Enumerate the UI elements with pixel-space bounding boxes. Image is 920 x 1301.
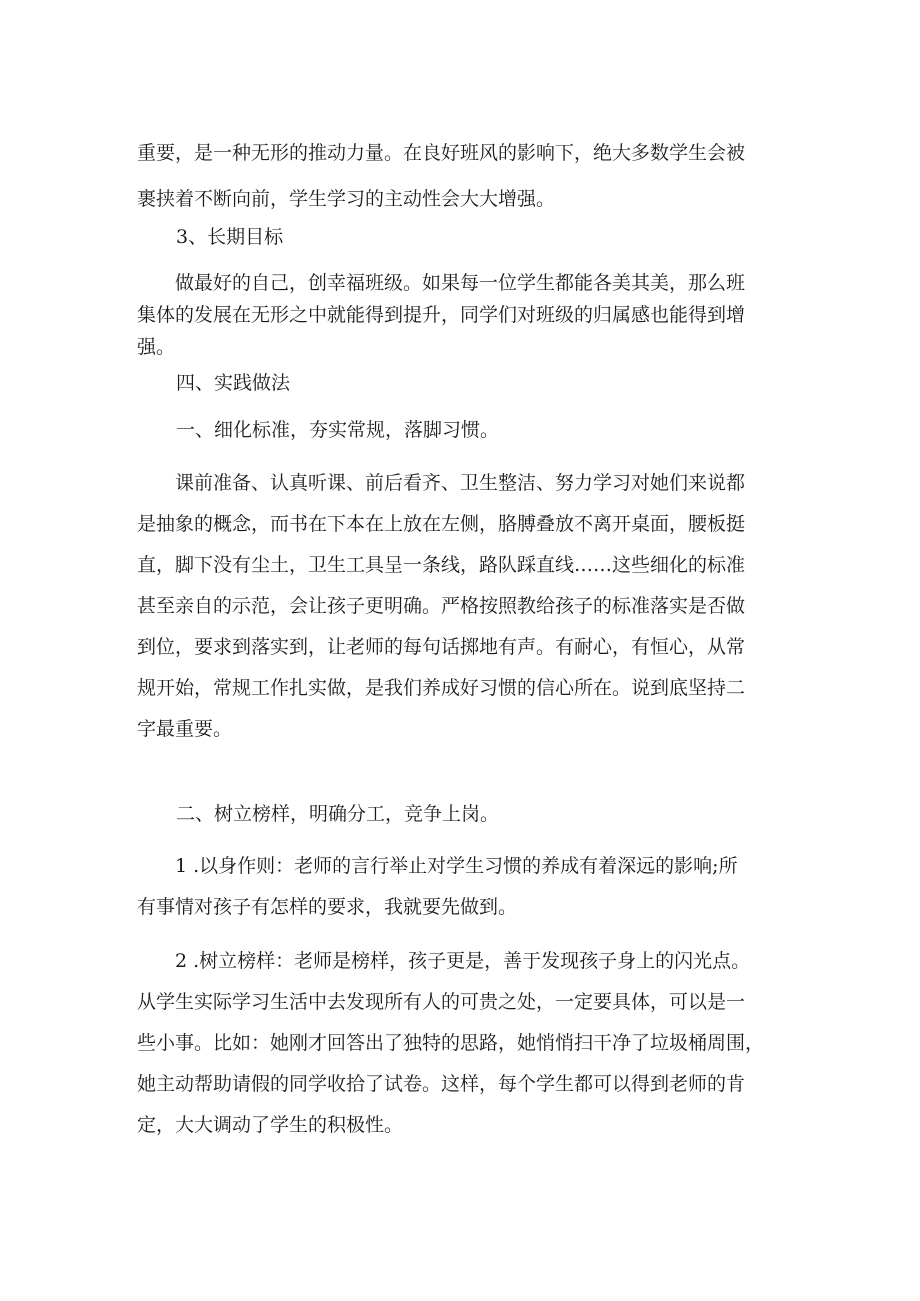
paragraph-line: 字最重要。: [137, 718, 233, 740]
paragraph-line: 强。: [137, 336, 176, 358]
paragraph-class-atmosphere: [137, 130, 797, 222]
paragraph-line: 定，大大调动了学生的积极性。: [137, 1114, 404, 1136]
paragraph-line: 规开始，常规工作扎实做，是我们养成好习惯的信心所在。说到底坚持二: [137, 677, 746, 699]
paragraph-lead-by-example: [137, 846, 797, 928]
heading-set-examples: 二、树立榜样，明确分工，竞争上岗。: [176, 803, 500, 825]
heading-refine-standards: 一、细化标准，夯实常规，落脚习惯。: [176, 419, 500, 441]
paragraph-role-models: [137, 941, 797, 1146]
paragraph-line: 甚至亲自的示范，会让孩子更明确。严格按照教给孩子的标准落实是否做: [137, 595, 746, 617]
paragraph-line: 是抽象的概念，而书在下本在上放在左侧，胳膊叠放不离开桌面，腰板挺: [137, 513, 746, 535]
paragraph-line: 些小事。比如：她刚才回答出了独特的思路，她悄悄扫干净了垃圾桶周围，: [137, 1032, 765, 1054]
paragraph-line: 她主动帮助请假的同学收拾了试卷。这样，每个学生都可以得到老师的肯: [137, 1073, 746, 1095]
paragraph-line: 重要，是一种无形的推动力量。在良好班风的影响下，绝大多数学生会被: [137, 142, 746, 164]
paragraph-line: 课前准备、认真听课、前后看齐、卫生整洁、努力学习对她们来说都: [137, 472, 746, 494]
paragraph-line: 到位，要求到落实到，让老师的每句话掷地有声。有耐心，有恒心，从常: [137, 636, 746, 658]
paragraph-line: 从学生实际学习生活中去发现所有人的可贵之处，一定要具体，可以是一: [137, 991, 746, 1013]
heading-long-term-goal: 3、长期目标: [176, 226, 284, 248]
paragraph-long-term-goal: [137, 267, 797, 363]
paragraph-line: 裹挟着不断向前，学生学习的主动性会大大增强。: [137, 188, 556, 210]
paragraph-line: 2 .树立榜样：老师是榜样，孩子更是，善于发现孩子身上的闪光点。: [137, 950, 751, 972]
paragraph-refine-standards: [137, 463, 797, 750]
paragraph-line: 有事情对孩子有怎样的要求，我就要先做到。: [137, 896, 518, 918]
paragraph-line: 做最好的自己，创幸福班级。如果每一位学生都能各美其美，那么班: [137, 272, 746, 294]
paragraph-line: 集体的发展在无形之中就能得到提升，同学们对班级的归属感也能得到增: [137, 304, 746, 326]
paragraph-line: 1 .以身作则：老师的言行举止对学生习惯的养成有着深远的影响;所: [137, 855, 738, 877]
paragraph-line: 直，脚下没有尘土，卫生工具呈一条线，路队踩直线……这些细化的标准: [137, 554, 746, 576]
heading-practice: 四、实践做法: [176, 372, 291, 394]
